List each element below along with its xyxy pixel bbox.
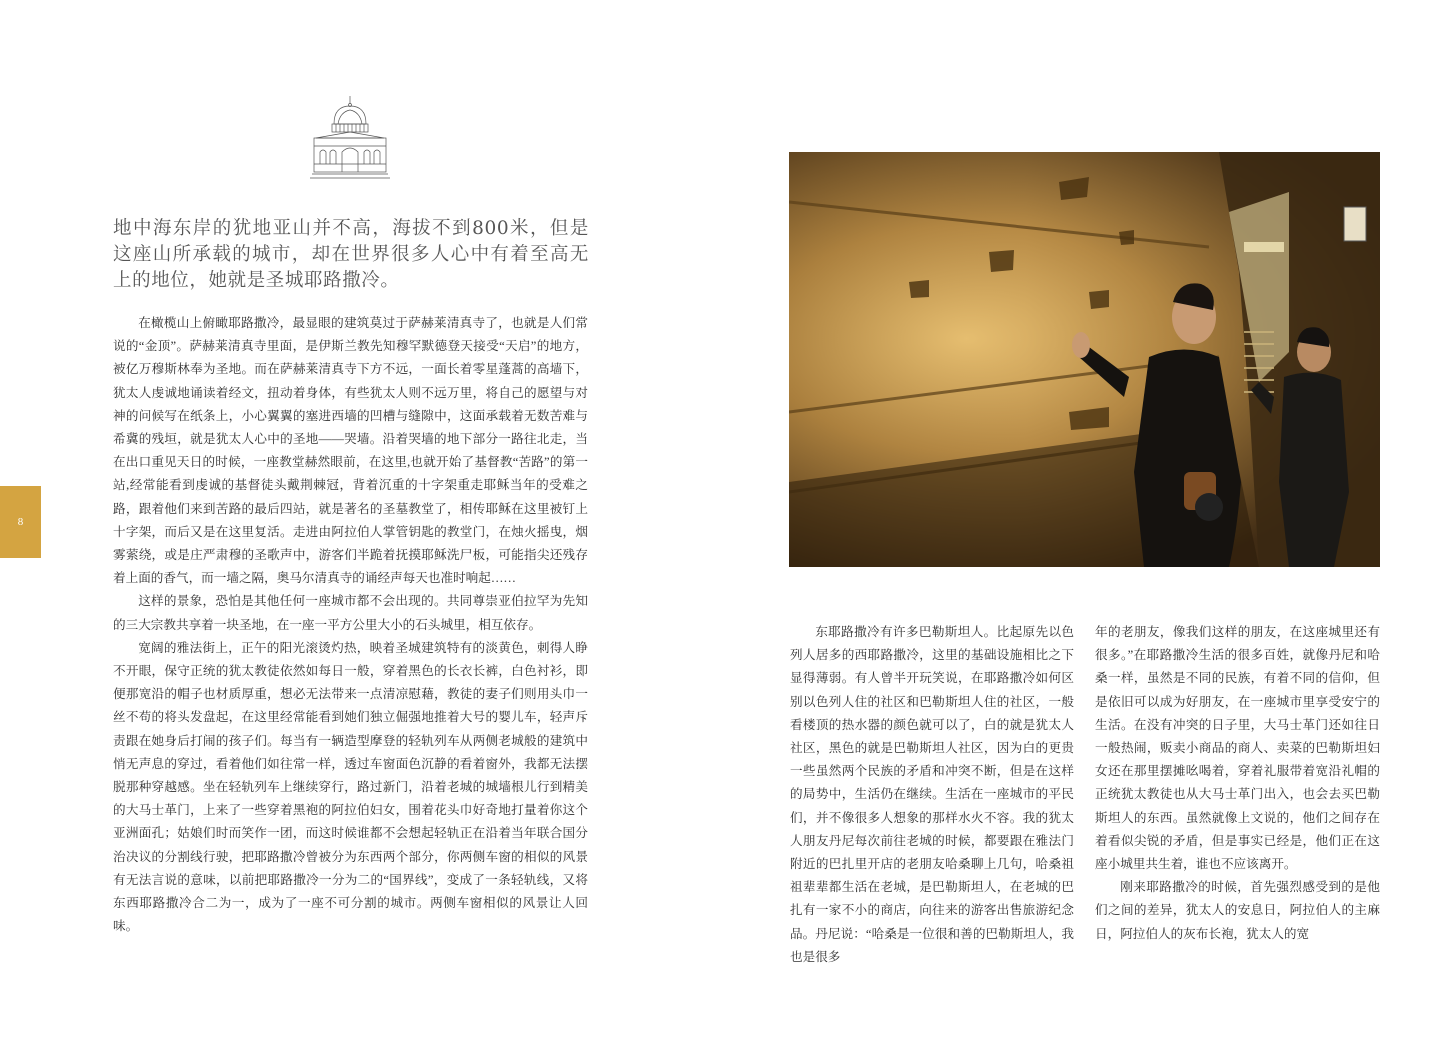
photo-illustration — [789, 152, 1380, 567]
body-paragraph: 刚来耶路撒冷的时候，首先强烈感受到的是他们之间的差异，犹太人的安息日，阿拉伯人的主麻日，阿拉伯人的灰布长袍，犹太人的宽 — [1095, 880, 1380, 941]
western-wall-tunnel-photo — [789, 152, 1380, 567]
body-paragraph: 这样的景象，恐怕是其他任何一座城市都不会出现的。共同尊崇亚伯拉罕为先知的三大宗教共享着一块圣地，在一座一平方公里大小的石头城里，相互依存。 — [113, 594, 588, 632]
body-paragraph: 在橄榄山上俯瞰耶路撒冷，最显眼的建筑莫过于萨赫莱清真寺了，也就是人们常说的“金顶”。萨赫莱清真寺里面，是伊斯兰教先知穆罕默德登天接受“天启”的地方，被亿万穆斯林奉为圣地。而在萨赫莱清真寺下方不远，一面长着零星蓬蒿的高墙下，犹太人虔诚地诵读着经文，扭动着身体，有些犹太人则不远万里，将自己的愿望与对神的问候写在纸条上，小心翼翼的塞进西墙的凹槽与缝隙中，这面承载着无数苦难与希冀的残垣，就是犹太人心中的圣地——哭墙。沿着哭墙的地下部分一路往北走，当在出口重见天日的时候，一座教堂赫然眼前，在这里,也就开始了基督教“苦路”的第一站,经常能看到虔诚的基督徒头戴荆棘冠，背着沉重的十字架重走耶稣当年的受难之路，跟着他们来到苦路的最后四站，就是著名的圣墓教堂了，相传耶稣在这里被钉上十字架，而后又是在这里复活。走进由阿拉伯人掌管钥匙的教堂门，在烛火摇曳，烟雾萦绕，或是庄严肃穆的圣歌声中，游客们半跪着抚摸耶稣洗尸板，可能指尖还残存着上面的香气，而一墙之隔，奥马尔清真寺的诵经声每天也准时响起…… — [113, 316, 588, 586]
page-number-tab — [0, 486, 41, 558]
page-number: 8 — [17, 516, 24, 528]
middle-column — [790, 621, 1074, 969]
right-column — [1095, 621, 1380, 946]
lede-paragraph: 地中海东岸的犹地亚山并不高，海拔不到800米，但是这座山所承载的城市，却在世界很多人心中有着至高无上的地位，她就是圣城耶路撒冷。 — [113, 218, 589, 291]
body-paragraph: 宽阔的雅法街上，正午的阳光滚烫灼热，映着圣城建筑特有的淡黄色，刺得人睁不开眼，保守正统的犹太教徒依然如每日一般，穿着黑色的长衣长裤，白色衬衫，即便那宽沿的帽子也材质厚重，想必无法带来一点清凉慰藉，教徒的妻子们则用头巾一丝不苟的将头发盘起，在这里经常能看到她们独立倔强地推着大号的婴儿车，轻声斥责跟在她身后打闹的孩子们。每当有一辆造型摩登的轻轨列车从两侧老城般的建筑中悄无声息的穿过，看着他们如往常一样，透过车窗面色沉静的看着窗外，我都无法摆脱那种穿越感。坐在轻轨列车上继续穿行，路过新门，沿着老城的城墙根儿行到精美的大马士革门，上来了一些穿着黑袍的阿拉伯妇女，围着花头巾好奇地打量着你这个亚洲面孔；姑娘们时而笑作一团，而这时候谁都不会想起轻轨正在沿着当年联合国分治决议的分割线行驶，把耶路撒冷曾被分为东西两个部分，你两侧车窗的相似的风景有无法言说的意味，以前把耶路撒冷一分为二的“国界线”，变成了一条轻轨线，又将东西耶路撒冷合二为一，成为了一座不可分割的城市。两侧车窗相似的风景让人回味。 — [113, 640, 588, 934]
body-paragraph: 年的老朋友，像我们这样的朋友，在这座城里还有很多。”在耶路撒冷生活的很多百姓，就像丹尼和哈桑一样，虽然是不同的民族，有着不同的信仰，但是依旧可以成为好朋友，在一座城市里享受安宁的生活。在没有冲突的日子里，大马士革门还如往日一般热闹，贩卖小商品的商人、卖菜的巴勒斯坦妇女还在那里摆摊吆喝着，穿着礼服带着宽沿礼帽的正统犹太教徒也从大马士革门出入，也会去买巴勒斯坦人的东西。虽然就像上文说的，他们之间存在着看似尖锐的矛盾，但是事实已经是，他们正在这座小城里共生着，谁也不应该离开。 — [1095, 625, 1380, 872]
dome-of-the-rock-icon — [310, 94, 390, 180]
left-column — [113, 312, 588, 938]
body-paragraph: 东耶路撒冷有许多巴勒斯坦人。比起原先以色列人居多的西耶路撒冷，这里的基础设施相比之下显得薄弱。有人曾半开玩笑说，在耶路撒冷如何区别以色列人住的社区和巴勒斯坦人住的社区，一般看楼顶的热水器的颜色就可以了，白的就是犹太人社区，黑色的就是巴勒斯坦人社区，因为白的更贵一些虽然两个民族的矛盾和冲突不断，但是在这样的局势中，生活仍在继续。生活在一座城市的平民们，并不像很多人想象的那样水火不容。我的犹太人朋友丹尼每次前往老城的时候，都要跟在雅法门附近的巴扎里开店的老朋友哈桑聊上几句，哈桑祖祖辈辈都生活在老城，是巴勒斯坦人，在老城的巴扎有一家不小的商店，向往来的游客出售旅游纪念品。丹尼说：“哈桑是一位很和善的巴勒斯坦人，我也是很多 — [790, 625, 1074, 964]
